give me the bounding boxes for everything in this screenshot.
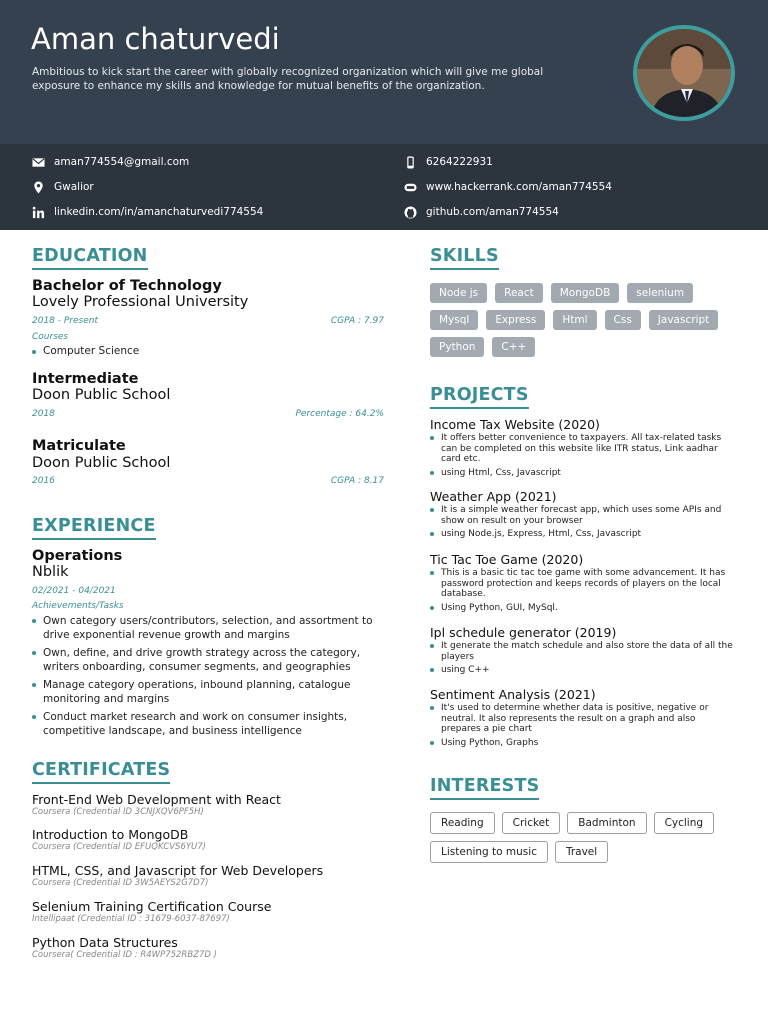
linkedin-text: linkedin.com/in/amanchaturvedi774554 [54, 206, 264, 218]
experience-tasks-label: Achievements/Tasks [32, 601, 124, 611]
education-institution-3: Doon Public School [32, 455, 171, 471]
certificate-credential: Coursera( Credential ID : R4WP752RBZ7D ) [32, 950, 217, 960]
project-name: Sentiment Analysis (2021) [430, 687, 596, 702]
skill-tag: React [495, 283, 543, 303]
project-point: It offers better convenience to taxpayers. All tax-related tasks can be completed on this website like ITR status, Link aadhar card etc. [430, 433, 735, 465]
project-item [430, 625, 735, 679]
project-point: It's used to determine whether data is positive, negative or neutral. It also represents the result on a graph and also prepares a pie chart [430, 703, 735, 735]
interests-list [430, 812, 740, 863]
project-point: Using Python, GUI, MySql. [430, 603, 735, 614]
skill-tag: selenium [627, 283, 693, 303]
project-point: Using Python, Graphs [430, 738, 735, 749]
interest-tag: Reading [430, 812, 495, 834]
project-item [430, 417, 735, 481]
interest-tag: Cricket [502, 812, 561, 834]
interests-heading: INTERESTS [430, 776, 539, 800]
project-point: using Node.js, Express, Html, Css, Javascript [430, 529, 735, 540]
phone-icon [404, 156, 417, 169]
certificate-credential: Coursera (Credential ID 3CNJXQV6PF5H) [32, 807, 204, 817]
profile-photo [633, 25, 735, 121]
phone-text: 6264222931 [426, 156, 493, 168]
project-point: It generate the match schedule and also store the data of all the players [430, 641, 735, 662]
contact-github[interactable] [404, 204, 559, 220]
certificate-credential: Intellipaat (Credential ID : 31679-6037-87697) [32, 914, 230, 924]
profile-photo-image [637, 29, 731, 117]
interest-tag: Badminton [567, 812, 646, 834]
certificate-name: Python Data Structures [32, 935, 178, 950]
contact-email[interactable] [32, 154, 189, 170]
candidate-name: Aman chaturvedi [31, 22, 280, 56]
location-pin-icon [32, 181, 45, 194]
email-text: aman774554@gmail.com [54, 156, 190, 168]
certificate-item [32, 827, 392, 852]
skills-list [430, 283, 740, 357]
certificate-name: Introduction to MongoDB [32, 827, 189, 842]
education-score-3: CGPA : 8.17 [330, 476, 384, 486]
project-item [430, 687, 735, 751]
project-item [430, 552, 735, 616]
contact-phone[interactable] [404, 154, 493, 170]
certificate-item [32, 863, 392, 888]
education-heading: EDUCATION [32, 246, 148, 270]
education-dates-2: 2018 [32, 409, 55, 419]
experience-task: Manage category operations, inbound planning, catalogue monitoring and margins [32, 678, 382, 706]
projects-heading: PROJECTS [430, 385, 529, 409]
skill-tag: Node js [430, 283, 487, 303]
location-text: Gwalior [54, 181, 94, 193]
education-institution-1: Lovely Professional University [32, 294, 249, 310]
education-dates-3: 2016 [32, 476, 55, 486]
skill-tag: Mysql [430, 310, 478, 330]
education-courses-label: Courses [32, 332, 69, 342]
certificate-name: Front-End Web Development with React [32, 792, 281, 807]
education-institution-2: Doon Public School [32, 387, 171, 403]
education-dates-1: 2018 - Present [32, 316, 98, 326]
github-icon [404, 206, 417, 219]
education-degree-1: Bachelor of Technology [32, 278, 222, 294]
experience-task: Own, define, and drive growth strategy across the category, writers onboarding, consumer segments, and geographies [32, 646, 382, 674]
education-score-1: CGPA : 7.97 [330, 316, 384, 326]
education-course-item: Computer Science [32, 345, 139, 357]
contact-location [32, 179, 94, 195]
experience-heading: EXPERIENCE [32, 516, 156, 540]
project-name: Ipl schedule generator (2019) [430, 625, 617, 640]
experience-dates: 02/2021 - 04/2021 [32, 586, 116, 596]
hackerrank-text: www.hackerrank.com/aman774554 [426, 181, 612, 193]
certificates-heading: CERTIFICATES [32, 760, 170, 784]
certificate-name: HTML, CSS, and Javascript for Web Developers [32, 863, 324, 878]
contact-linkedin[interactable] [32, 204, 263, 220]
skill-tag: Javascript [649, 310, 718, 330]
certificate-item [32, 792, 392, 817]
email-icon [32, 156, 45, 169]
experience-role: Operations [32, 548, 123, 564]
certificate-credential: Coursera (Credential ID 3W5AEYS2G7D7) [32, 878, 209, 888]
skill-tag: Html [553, 310, 596, 330]
github-text: github.com/aman774554 [426, 206, 559, 218]
project-point: using C++ [430, 665, 735, 676]
education-score-2: Percentage : 64.2% [295, 409, 384, 419]
project-name: Income Tax Website (2020) [430, 417, 600, 432]
project-point: It is a simple weather forecast app, which uses some APIs and show on result on your browser [430, 505, 735, 526]
project-item [430, 489, 735, 543]
experience-task-list [32, 614, 382, 742]
linkedin-icon [32, 206, 45, 219]
interest-tag: Cycling [654, 812, 714, 834]
skill-tag: MongoDB [551, 283, 620, 303]
experience-task: Own category users/contributors, selection, and assortment to drive exponential revenue growth and margins [32, 614, 382, 642]
skill-tag: Css [605, 310, 641, 330]
contact-hackerrank[interactable] [404, 179, 612, 195]
education-degree-3: Matriculate [32, 438, 126, 454]
education-degree-2: Intermediate [32, 371, 139, 387]
project-point: This is a basic tic tac toe game with some advancement. It has password protection and keeps records of players on the local database. [430, 568, 735, 600]
project-point: using Html, Css, Javascript [430, 468, 735, 479]
contact-bar [0, 144, 768, 230]
certificate-name: Selenium Training Certification Course [32, 899, 272, 914]
resume-header [0, 0, 768, 144]
certificate-credential: Coursera (Credential ID EFUQKCVS6YU7) [32, 842, 206, 852]
experience-task: Conduct market research and work on consumer insights, competitive landscape, and business intelligence [32, 710, 382, 738]
skill-tag: Python [430, 337, 484, 357]
certificate-item [32, 899, 392, 924]
project-name: Tic Tac Toe Game (2020) [430, 552, 584, 567]
summary-text: Ambitious to kick start the career with globally recognized organization which will give me global exposure to enhance my skills and knowledge for mutual benefits of the organization. [32, 66, 544, 92]
skill-tag: Express [486, 310, 545, 330]
skill-tag: C++ [492, 337, 535, 357]
hackerrank-icon [404, 181, 417, 194]
certificate-item [32, 935, 392, 960]
skills-heading: SKILLS [430, 246, 499, 270]
interest-tag: Listening to music [430, 841, 548, 863]
project-name: Weather App (2021) [430, 489, 557, 504]
interest-tag: Travel [555, 841, 608, 863]
experience-company: Nblik [32, 564, 69, 580]
